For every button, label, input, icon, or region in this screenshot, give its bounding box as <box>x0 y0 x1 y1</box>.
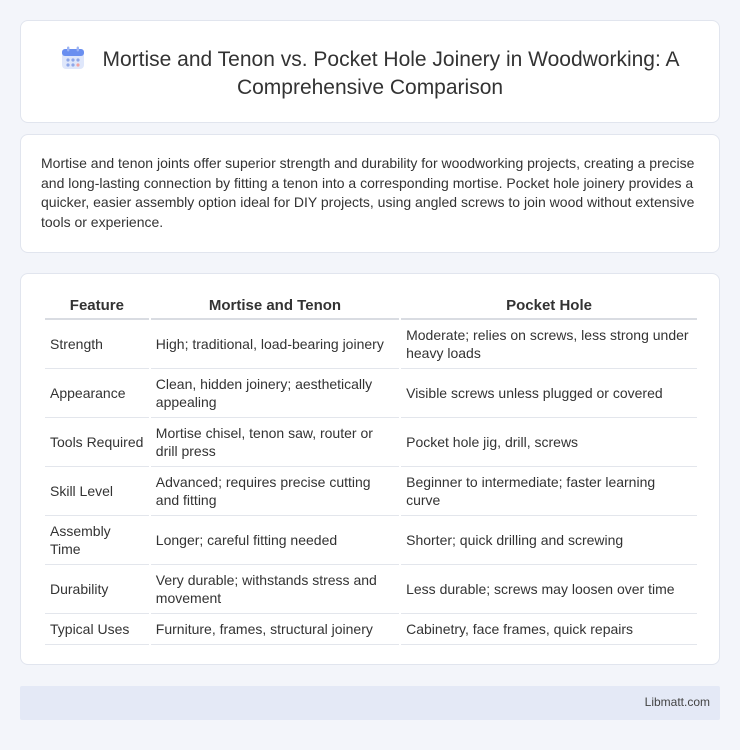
table-row <box>45 369 697 418</box>
pocket-hole-cell: Shorter; quick drilling and screwing <box>401 516 697 565</box>
header-pocket-hole: Pocket Hole <box>401 293 697 320</box>
feature-cell: Appearance <box>45 369 149 418</box>
feature-cell: Strength <box>45 320 149 369</box>
header-feature: Feature <box>45 293 149 320</box>
pocket-hole-cell: Less durable; screws may loosen over time <box>401 565 697 614</box>
title-card <box>20 20 720 123</box>
pocket-hole-cell: Visible screws unless plugged or covered <box>401 369 697 418</box>
pocket-hole-cell: Cabinetry, face frames, quick repairs <box>401 614 697 645</box>
feature-cell: Durability <box>45 565 149 614</box>
mortise-tenon-cell: Very durable; withstands stress and movement <box>151 565 399 614</box>
table-row <box>45 418 697 467</box>
pocket-hole-cell: Beginner to intermediate; faster learning curve <box>401 467 697 516</box>
mortise-tenon-cell: Furniture, frames, structural joinery <box>151 614 399 645</box>
feature-cell: Typical Uses <box>45 614 149 645</box>
intro-paragraph: Mortise and tenon joints offer superior strength and durability for woodworking projects, creating a precise and long-lasting connection by fitting a tenon into a corresponding mortise. Pocket hole joinery provides a quicker, easier assembly option ideal for DIY projects, using angled screws to join wood without extensive tools or experience. <box>41 155 695 230</box>
pocket-hole-cell: Moderate; relies on screws, less strong under heavy loads <box>401 320 697 369</box>
mortise-tenon-cell: Clean, hidden joinery; aesthetically appealing <box>151 369 399 418</box>
table-row <box>45 516 697 565</box>
feature-cell: Tools Required <box>45 418 149 467</box>
page-title-text: Mortise and Tenon vs. Pocket Hole Joinery in Woodworking: A Comprehensive Comparison <box>102 48 680 99</box>
table-row <box>45 320 697 369</box>
feature-cell: Skill Level <box>45 467 149 516</box>
pocket-hole-cell: Pocket hole jig, drill, screws <box>401 418 697 467</box>
page-title <box>21 45 719 102</box>
footer-brand-link[interactable]: Libmatt.com <box>644 695 710 709</box>
table-row <box>45 565 697 614</box>
table-header-row <box>45 293 697 320</box>
intro-card <box>20 134 720 253</box>
mortise-tenon-cell: Advanced; requires precise cutting and fitting <box>151 467 399 516</box>
mortise-tenon-cell: Longer; careful fitting needed <box>151 516 399 565</box>
comparison-table <box>43 293 699 645</box>
header-mortise-tenon: Mortise and Tenon <box>151 293 399 320</box>
feature-cell: Assembly Time <box>45 516 149 565</box>
table-row <box>45 467 697 516</box>
calendar-icon <box>60 45 86 71</box>
comparison-card <box>20 273 720 665</box>
mortise-tenon-cell: High; traditional, load-bearing joinery <box>151 320 399 369</box>
mortise-tenon-cell: Mortise chisel, tenon saw, router or drill press <box>151 418 399 467</box>
footer-bar <box>20 686 720 720</box>
table-row <box>45 614 697 645</box>
